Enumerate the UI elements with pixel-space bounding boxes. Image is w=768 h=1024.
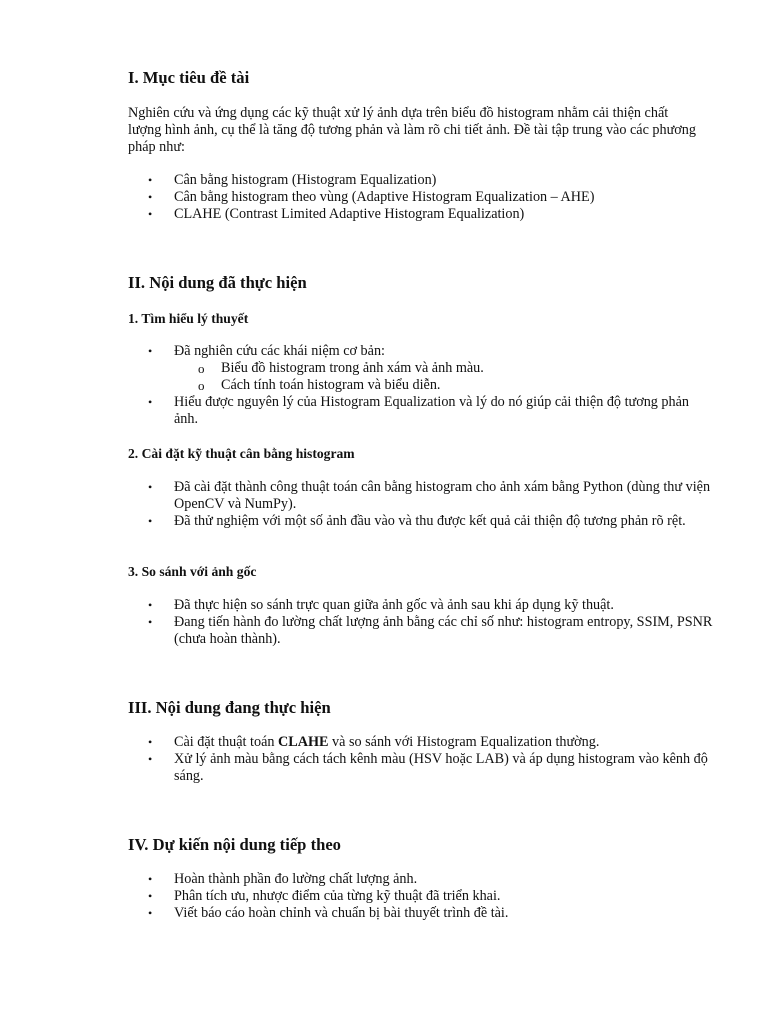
sub-list-item: o Biểu đồ histogram trong ảnh xám và ảnh màu. — [198, 360, 484, 376]
list-item: • Cài đặt thuật toán CLAHE và so sánh với Histogram Equalization thường. — [148, 734, 600, 750]
bullet-icon: • — [148, 872, 153, 886]
bullet-icon: • — [148, 906, 153, 920]
list-item: • Cân bằng histogram (Histogram Equalization) — [148, 172, 437, 188]
list-item: • Viết báo cáo hoàn chỉnh và chuẩn bị bài thuyết trình đề tài. — [148, 905, 509, 921]
bullet-icon: • — [148, 480, 153, 494]
section-4-list — [128, 871, 713, 922]
bullet-icon: • — [148, 514, 153, 528]
list-item: • Hiểu được nguyên lý của Histogram Equalization và lý do nó giúp cải thiện độ tương phản ảnh. — [148, 394, 690, 427]
list-item: • Xử lý ảnh màu bằng cách tách kênh màu (HSV hoặc LAB) và áp dụng histogram vào kênh độ sáng. — [148, 751, 708, 784]
subsection-2-list — [128, 479, 713, 530]
bullet-icon: • — [148, 190, 153, 204]
subsection-1-title: 1. Tìm hiểu lý thuyết — [128, 311, 249, 326]
list-item: • Phân tích ưu, nhược điểm của từng kỹ thuật đã triển khai. — [148, 888, 501, 904]
list-item: • Đã thực hiện so sánh trực quan giữa ảnh gốc và ảnh sau khi áp dụng kỹ thuật. — [148, 597, 614, 613]
subsection-1-list — [128, 343, 713, 428]
bullet-icon: • — [148, 598, 153, 612]
list-item: • Đã nghiên cứu các khái niệm cơ bản: — [148, 343, 385, 359]
list-item: • Hoàn thành phần đo lường chất lượng ảnh. — [148, 871, 418, 887]
sub-list-item: o Cách tính toán histogram và biểu diễn. — [198, 377, 441, 393]
list-item: • Đã thử nghiệm với một số ảnh đầu vào và thu được kết quả cải thiện độ tương phản rõ rệt. — [148, 513, 686, 529]
list-item: • CLAHE (Contrast Limited Adaptive Histogram Equalization) — [148, 206, 525, 222]
list-item: • Đã cài đặt thành công thuật toán cân bằng histogram cho ảnh xám bằng Python (dùng thư viện OpenCV và NumPy). — [148, 479, 711, 512]
section-4-title: IV. Dự kiến nội dung tiếp theo — [128, 835, 341, 854]
bullet-icon: • — [148, 735, 153, 749]
section-1-paragraph: Nghiên cứu và ứng dụng các kỹ thuật xử lý ảnh dựa trên biểu đồ histogram nhằm cải thiện chất lượng hình ảnh, cụ thể là tăng độ tương phản và làm rõ chi tiết ảnh. Đề tài tập trung vào các phương pháp như: — [128, 105, 696, 155]
section-1-list — [128, 172, 713, 223]
bullet-icon: • — [148, 889, 153, 903]
list-item: • Đang tiến hành đo lường chất lượng ảnh bằng các chỉ số như: histogram entropy, SSIM, PSNR (chưa hoàn thành). — [148, 614, 713, 647]
bullet-icon: • — [148, 173, 153, 187]
clahe-term: CLAHE — [278, 734, 329, 750]
circle-bullet-icon: o — [198, 378, 205, 393]
section-2-title: II. Nội dung đã thực hiện — [128, 273, 307, 292]
bullet-icon: • — [148, 395, 153, 409]
section-1-title: I. Mục tiêu đề tài — [128, 68, 250, 87]
list-item: • Cân bằng histogram theo vùng (Adaptive Histogram Equalization – AHE) — [148, 189, 595, 205]
subsection-3-list — [128, 597, 713, 648]
circle-bullet-icon: o — [198, 361, 205, 376]
section-3-list — [128, 734, 713, 785]
bullet-icon: • — [148, 344, 153, 358]
bullet-icon: • — [148, 207, 153, 221]
subsection-3-title: 3. So sánh với ảnh gốc — [128, 564, 257, 579]
section-3-title: III. Nội dung đang thực hiện — [128, 698, 331, 717]
subsection-2-title: 2. Cài đặt kỹ thuật cân bằng histogram — [128, 446, 355, 461]
bullet-icon: • — [148, 752, 153, 766]
bullet-icon: • — [148, 615, 153, 629]
